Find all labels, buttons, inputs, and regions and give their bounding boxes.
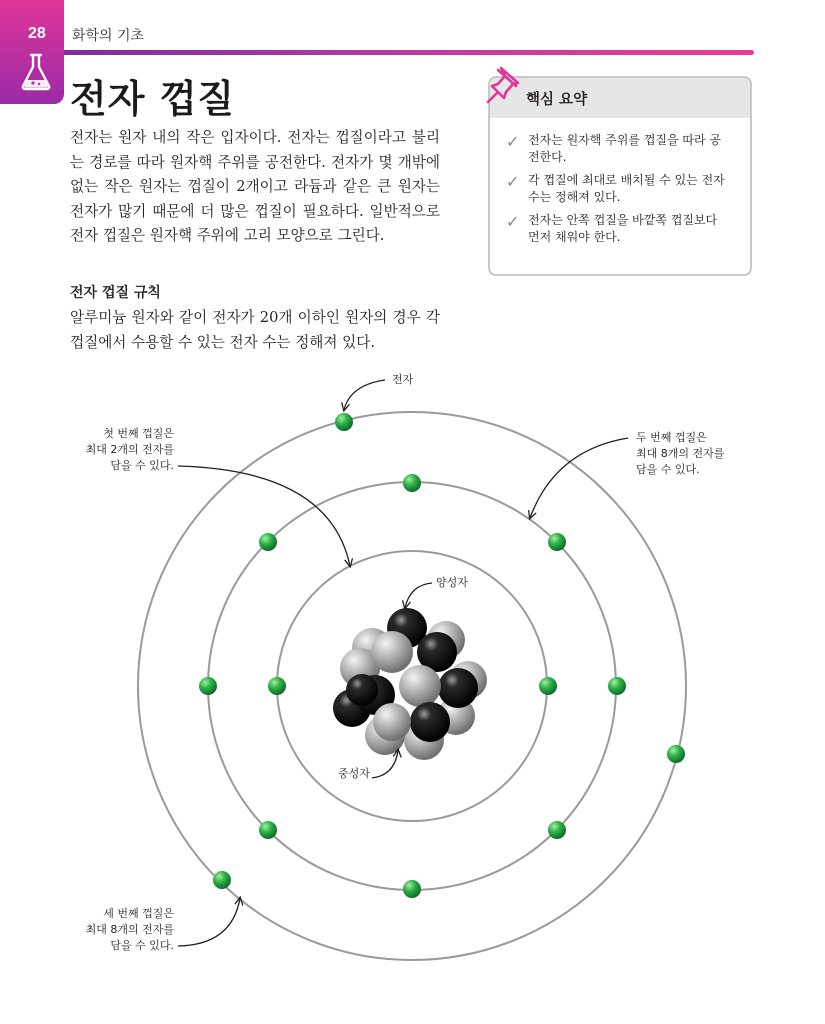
rules-heading: 전자 껍질 규칙 <box>70 285 161 301</box>
summary-item-text: 전자는 원자핵 주위를 껍질을 따라 공전한다. <box>528 133 721 164</box>
first-shell-label-line: 첫 번째 껍질은 <box>103 427 174 440</box>
electron <box>608 677 626 695</box>
electron-arrow <box>344 380 385 410</box>
second-shell-label-line: 최대 8개의 전자를 <box>636 447 725 460</box>
page-number: 28 <box>28 25 46 42</box>
third-shell-label-line: 최대 8개의 전자를 <box>85 923 174 936</box>
electron <box>335 413 353 431</box>
electron <box>403 880 421 898</box>
chapter-title: 화학의 기초 <box>72 28 145 44</box>
page-title: 전자 껍질 <box>70 77 236 121</box>
third-shell-arrow <box>178 898 240 946</box>
summary-item-text: 각 껍질에 최대로 배치될 수 있는 전자 수는 정해져 있다. <box>528 173 725 204</box>
third-shell-label-line: 담을 수 있다. <box>110 939 174 952</box>
intro-paragraph: 전자는 원자 내의 작은 입자이다. 전자는 껍질이라고 불리는 경로를 따라 원자핵 주위를 공전한다. 전자가 몇 개밖에 없는 작은 원자는 껍질이 2개이고 라듐과 같은 큰 원자는 전자가 많기 때문에 더 많은 껍질이 필요하다. 일반적으로 전자 껍질은 원자핵 주위에 고리 모양으로 그린다. <box>70 129 440 244</box>
electron <box>548 533 566 551</box>
neutron-label: 중성자 <box>338 767 370 780</box>
third-shell-label <box>60 906 174 954</box>
rules-paragraph: 알루미늄 원자와 같이 전자가 20개 이하인 원자의 경우 각 껍질에서 수용할 수 있는 전자 수는 정해져 있다. <box>70 309 440 351</box>
electron-label: 전자 <box>392 373 414 386</box>
third-shell-label-line: 세 번째 껍질은 <box>103 907 174 920</box>
electron <box>213 871 231 889</box>
electron <box>268 677 286 695</box>
summary-title: 핵심 요약 <box>526 92 588 108</box>
second-shell-label-line: 담을 수 있다. <box>636 463 700 476</box>
electron <box>667 745 685 763</box>
electron <box>403 474 421 492</box>
proton-label: 양성자 <box>436 576 468 589</box>
summary-item-text: 전자는 안쪽 껍질을 바깥쪽 껍질보다 먼저 채워야 한다. <box>528 213 718 244</box>
electron <box>259 821 277 839</box>
electron <box>199 677 217 695</box>
check-icon: ✓ <box>506 172 520 191</box>
check-icon: ✓ <box>506 212 520 231</box>
first-shell-label-line: 최대 2개의 전자를 <box>85 443 174 456</box>
first-shell-label-line: 담을 수 있다. <box>110 459 174 472</box>
electron <box>539 677 557 695</box>
nucleus <box>333 608 487 760</box>
check-icon: ✓ <box>506 132 520 151</box>
second-shell-arrow <box>530 438 628 518</box>
proton-arrow <box>405 583 432 608</box>
second-shell-label <box>636 430 724 478</box>
first-shell-arrow <box>178 466 350 566</box>
second-shell-label-line: 두 번째 껍질은 <box>636 431 707 444</box>
first-shell-label <box>60 426 174 474</box>
electron <box>548 821 566 839</box>
electron <box>259 533 277 551</box>
